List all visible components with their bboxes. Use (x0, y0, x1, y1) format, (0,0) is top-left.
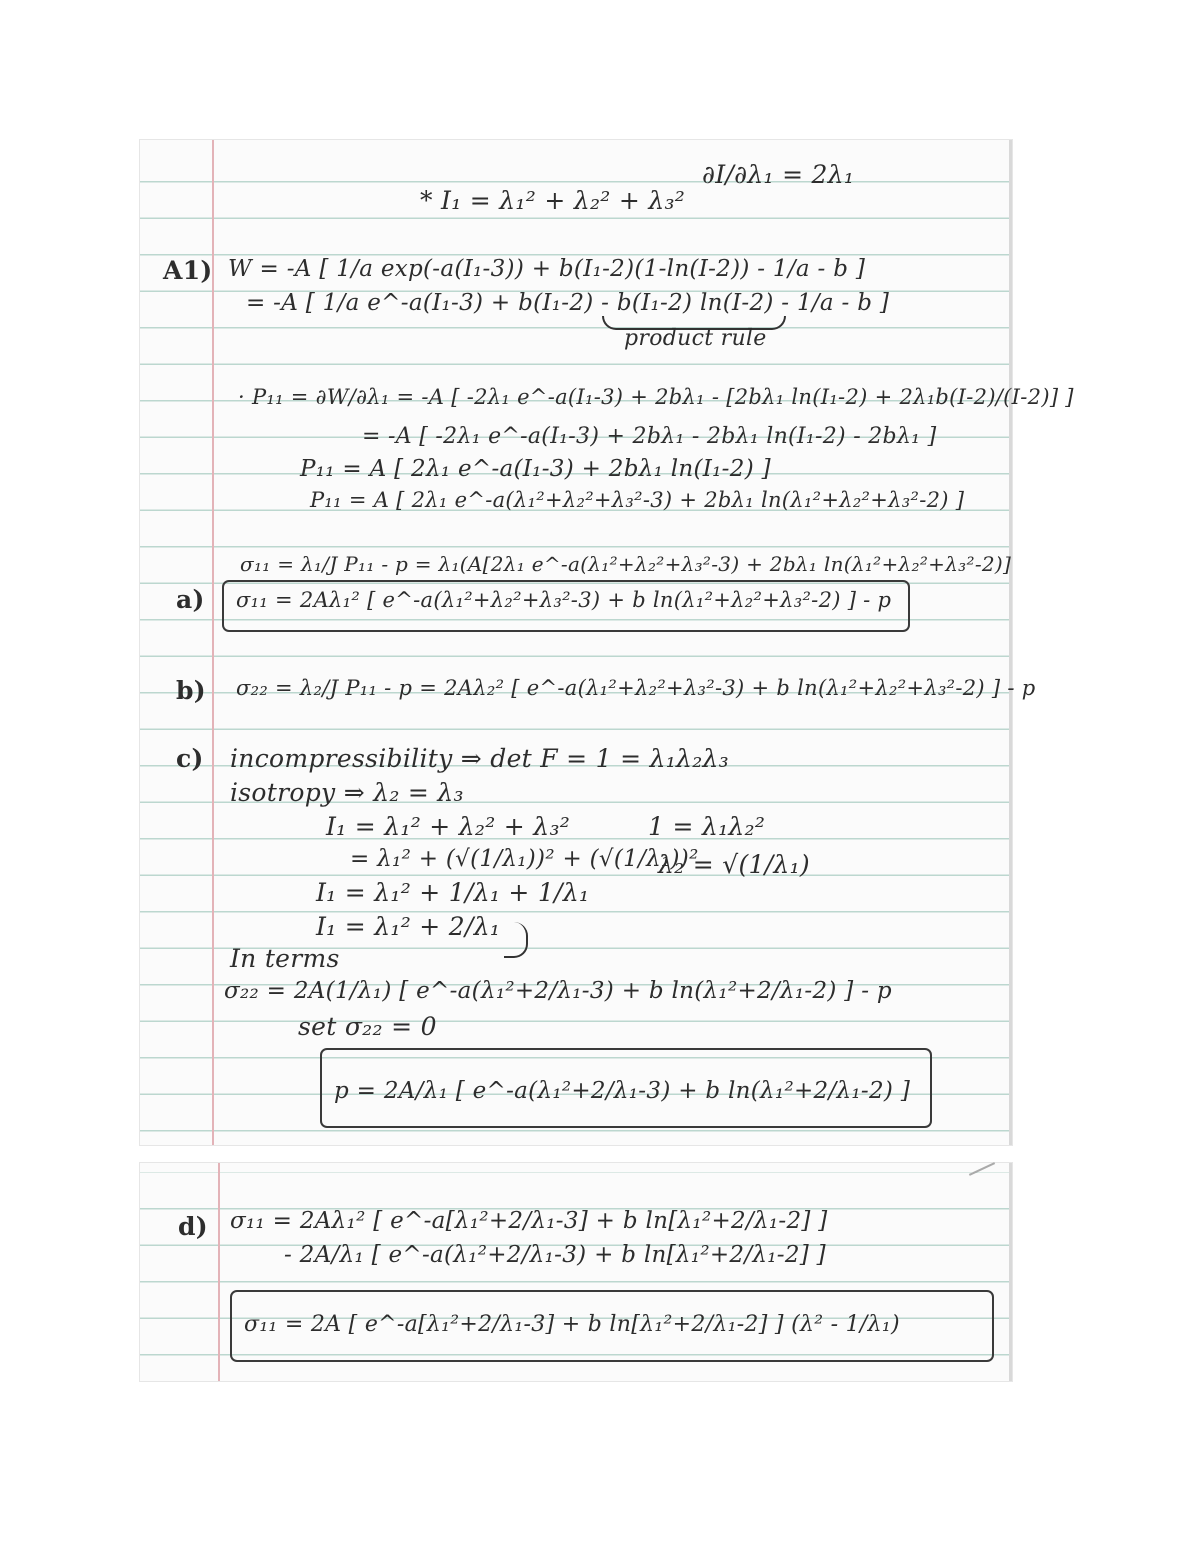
sigma22-expression: σ₂₂ = λ₂/J P₁₁ - p = 2Aλ₂² [ e^-a(λ₁²+λ₂²+λ₃²-3) + b ln(λ₁²+λ₂²+λ₃²-2) ] - p (236, 676, 1036, 700)
in-terms-note: In terms (230, 944, 340, 973)
invariant-line-2: = λ₁² + (√(1/λ₁))² + (√(1/λ₁))² (350, 846, 699, 872)
incompressibility-line: incompressibility ⇒ det F = 1 = λ₁λ₂λ₃ (230, 744, 729, 773)
product-rule-note: product rule (624, 326, 767, 351)
set-sigma22-zero: set σ₂₂ = 0 (298, 1012, 437, 1041)
invariant-line-3: I₁ = λ₁² + 1/λ₁ + 1/λ₁ (316, 878, 590, 907)
p11-line-1: · P₁₁ = ∂W/∂λ₁ = -A [ -2λ₁ e^-a(I₁-3) + 2bλ₁ - [2bλ₁ ln(I₁-2) + 2λ₁b(I-2)/(I-2)] ] (238, 385, 1074, 409)
p11-line-2: = -A [ -2λ₁ e^-a(I₁-3) + 2bλ₁ - 2bλ₁ ln(I₁-2) - 2bλ₁ ] (362, 424, 937, 449)
pressure-answer: p = 2A/λ₁ [ e^-a(λ₁²+2/λ₁-3) + b ln(λ₁²+2/λ₁-2) ] (334, 1078, 911, 1104)
invariant-line-4: I₁ = λ₁² + 2/λ₁ (316, 912, 501, 941)
substitution-arrow (504, 922, 528, 958)
sigma11-final-line-1: σ₁₁ = 2Aλ₁² [ e^-a[λ₁²+2/λ₁-3] + b ln[λ₁²+2/λ₁-2] ] (230, 1208, 828, 1234)
p11-line-4: P₁₁ = A [ 2λ₁ e^-a(λ₁²+λ₂²+λ₃²-3) + 2bλ₁ ln(λ₁²+λ₂²+λ₃²-2) ] (310, 488, 965, 512)
section-label-b: b) (176, 676, 206, 705)
p11-line-3: P₁₁ = A [ 2λ₁ e^-a(I₁-3) + 2bλ₁ ln(I₁-2) ] (300, 456, 771, 482)
invariant-definition: * I₁ = λ₁² + λ₂² + λ₃² (420, 186, 686, 215)
sigma11-final-line-2: - 2A/λ₁ [ e^-a(λ₁²+2/λ₁-3) + b ln[λ₁²+2/λ₁-2] ] (284, 1242, 826, 1268)
sigma11-final-answer: σ₁₁ = 2A [ e^-a[λ₁²+2/λ₁-3] + b ln[λ₁²+2/λ₁-2] ] (λ² - 1/λ₁) (244, 1312, 900, 1337)
section-label-a: a) (176, 585, 205, 614)
margin-line (218, 1163, 220, 1381)
sigma11-derivation: σ₁₁ = λ₁/J P₁₁ - p = λ₁(A[2λ₁ e^-a(λ₁²+λ₂²+λ₃²-3) + 2bλ₁ ln(λ₁²+λ₂²+λ₃²-2)] (240, 552, 1012, 576)
page-edge (1009, 140, 1012, 1145)
page-edge (1009, 1163, 1012, 1381)
invariant-derivative: ∂I/∂λ₁ = 2λ₁ (702, 160, 855, 189)
section-label-a1: A1) (163, 256, 213, 285)
isotropy-line: isotropy ⇒ λ₂ = λ₃ (230, 778, 464, 807)
sigma22-in-terms: σ₂₂ = 2A(1/λ₁) [ e^-a(λ₁²+2/λ₁-3) + b ln(λ₁²+2/λ₁-2) ] - p (224, 978, 892, 1004)
strain-energy-line-1: W = -A [ 1/a exp(-a(I₁-3)) + b(I₁-2)(1-ln(I-2)) - 1/a - b ] (228, 256, 866, 282)
strain-energy-line-2: = -A [ 1/a e^-a(I₁-3) + b(I₁-2) - b(I₁-2) ln(I-2) - 1/a - b ] (246, 290, 890, 316)
sigma11-answer: σ₁₁ = 2Aλ₁² [ e^-a(λ₁²+λ₂²+λ₃²-3) + b ln(λ₁²+λ₂²+λ₃²-2) ] - p (236, 588, 892, 612)
margin-line (212, 140, 214, 1145)
section-label-d: d) (178, 1212, 208, 1241)
lambda2-expression: λ₂ = √(1/λ₁) (658, 850, 810, 879)
invariant-line-1: I₁ = λ₁² + λ₂² + λ₃² (326, 812, 571, 841)
stretch-constraint: 1 = λ₁λ₂² (648, 812, 766, 841)
section-label-c: c) (176, 744, 204, 773)
